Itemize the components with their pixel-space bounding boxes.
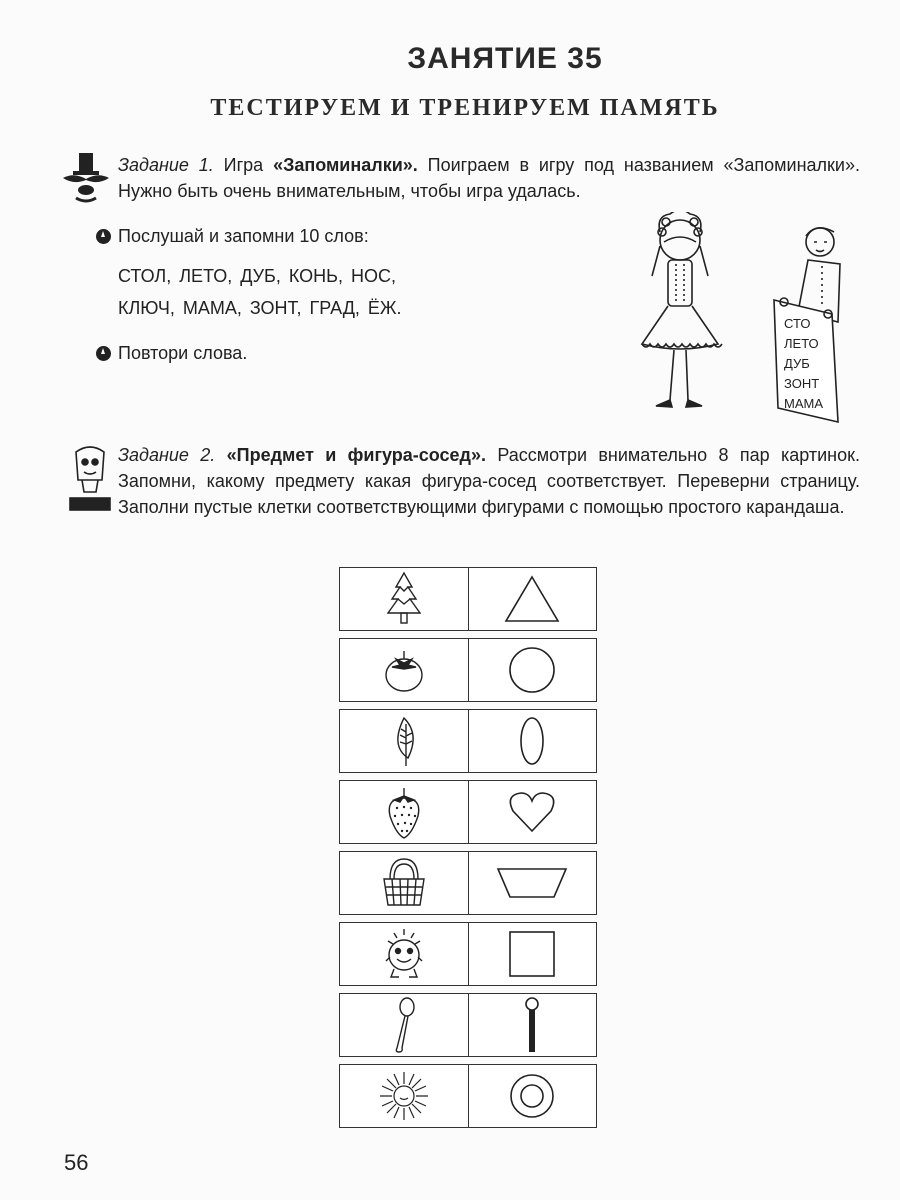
shape-cell: [468, 852, 597, 914]
task2-name: «Предмет и фигура-сосед».: [226, 445, 486, 465]
leaf-icon: [386, 714, 422, 768]
pair-row: [339, 922, 597, 986]
pair-row: [339, 1064, 597, 1128]
strawberry-icon: [384, 784, 424, 840]
double-circle-icon: [506, 1070, 558, 1122]
task1-listen-text: Послушай и запомни 10 слов:: [118, 226, 369, 246]
triangle-icon: [502, 573, 562, 625]
pair-row: [339, 567, 597, 631]
circle-icon: [506, 644, 558, 696]
oval-icon: [517, 714, 547, 768]
task2-text: Рассмотри внимательно 8 пар картинок. Запомни, какому предмету какая фигура-сосед соответствует. Переверни страницу. Заполни пустые клетки соответствующими фигурами с помощью простого карандаша.: [118, 445, 860, 517]
task1-words-line1: СТОЛ, ЛЕТО, ДУБ, КОНЬ, НОС,: [118, 266, 396, 286]
girl-illustration: [630, 212, 730, 417]
task1-game-prefix: Игра: [223, 155, 264, 175]
object-cell: [340, 852, 468, 914]
lesson-title: ЗАНЯТИЕ 35: [407, 42, 603, 75]
lesson-subtitle: ТЕСТИРУЕМ И ТРЕНИРУЕМ ПАМЯТЬ: [210, 95, 720, 121]
object-cell: [340, 639, 468, 701]
sign-word-3: ДУБ: [784, 356, 810, 371]
trapezoid-icon: [494, 863, 570, 903]
shape-cell: [468, 1065, 597, 1127]
pair-row: [339, 993, 597, 1057]
object-cell: [340, 923, 468, 985]
tomato-icon: [382, 645, 426, 695]
shape-cell: [468, 710, 597, 772]
thinking-hat-icon: [60, 152, 112, 209]
sign-word-1: СТО: [784, 316, 811, 331]
ear-bullet-icon: [96, 346, 111, 361]
task1-text: Поиграем в игру под названием «Запоминалки». Нужно быть очень внимательным, чтобы игра удалась.: [118, 155, 860, 201]
pair-row: [339, 780, 597, 844]
task2-paragraph: [118, 442, 860, 520]
task1-name: «Запоминалки».: [273, 155, 418, 175]
object-cell: [340, 1065, 468, 1127]
task1-label: Задание 1.: [118, 155, 214, 175]
owl-pedestal-icon: [68, 446, 112, 517]
object-cell: [340, 781, 468, 843]
task2-label: Задание 2.: [118, 445, 216, 465]
heart-icon: [507, 789, 557, 835]
pair-row: [339, 638, 597, 702]
object-cell: [340, 568, 468, 630]
shape-cell: [468, 923, 597, 985]
task1-words-line2: КЛЮЧ, МАМА, ЗОНТ, ГРАД, ЁЖ.: [118, 298, 402, 318]
square-icon: [506, 928, 558, 980]
task1-repeat-instruction: [96, 343, 247, 364]
object-cell: [340, 994, 468, 1056]
task1-listen-instruction: [96, 226, 369, 247]
object-shape-pairs-table: [339, 567, 597, 1135]
shape-cell: [468, 568, 597, 630]
sign-word-4: ЗОНТ: [784, 376, 820, 391]
object-cell: [340, 710, 468, 772]
alarm-clock-icon: [382, 927, 426, 981]
shape-cell: [468, 781, 597, 843]
basket-icon: [380, 857, 428, 909]
sign-word-2: ЛЕТО: [784, 336, 819, 351]
spoon-icon: [389, 996, 419, 1054]
shape-cell: [468, 639, 597, 701]
sun-icon: [378, 1070, 430, 1122]
shape-cell: [468, 994, 597, 1056]
pin-icon: [520, 996, 544, 1054]
boy-with-sign-illustration: [768, 222, 852, 437]
task1-paragraph: [118, 152, 860, 204]
page-number: 56: [64, 1150, 89, 1175]
sign-word-5: МАМА: [784, 396, 823, 411]
ear-bullet-icon: [96, 229, 111, 244]
pair-row: [339, 709, 597, 773]
fir-tree-icon: [382, 571, 426, 627]
pair-row: [339, 851, 597, 915]
task1-repeat-text: Повтори слова.: [118, 343, 248, 363]
